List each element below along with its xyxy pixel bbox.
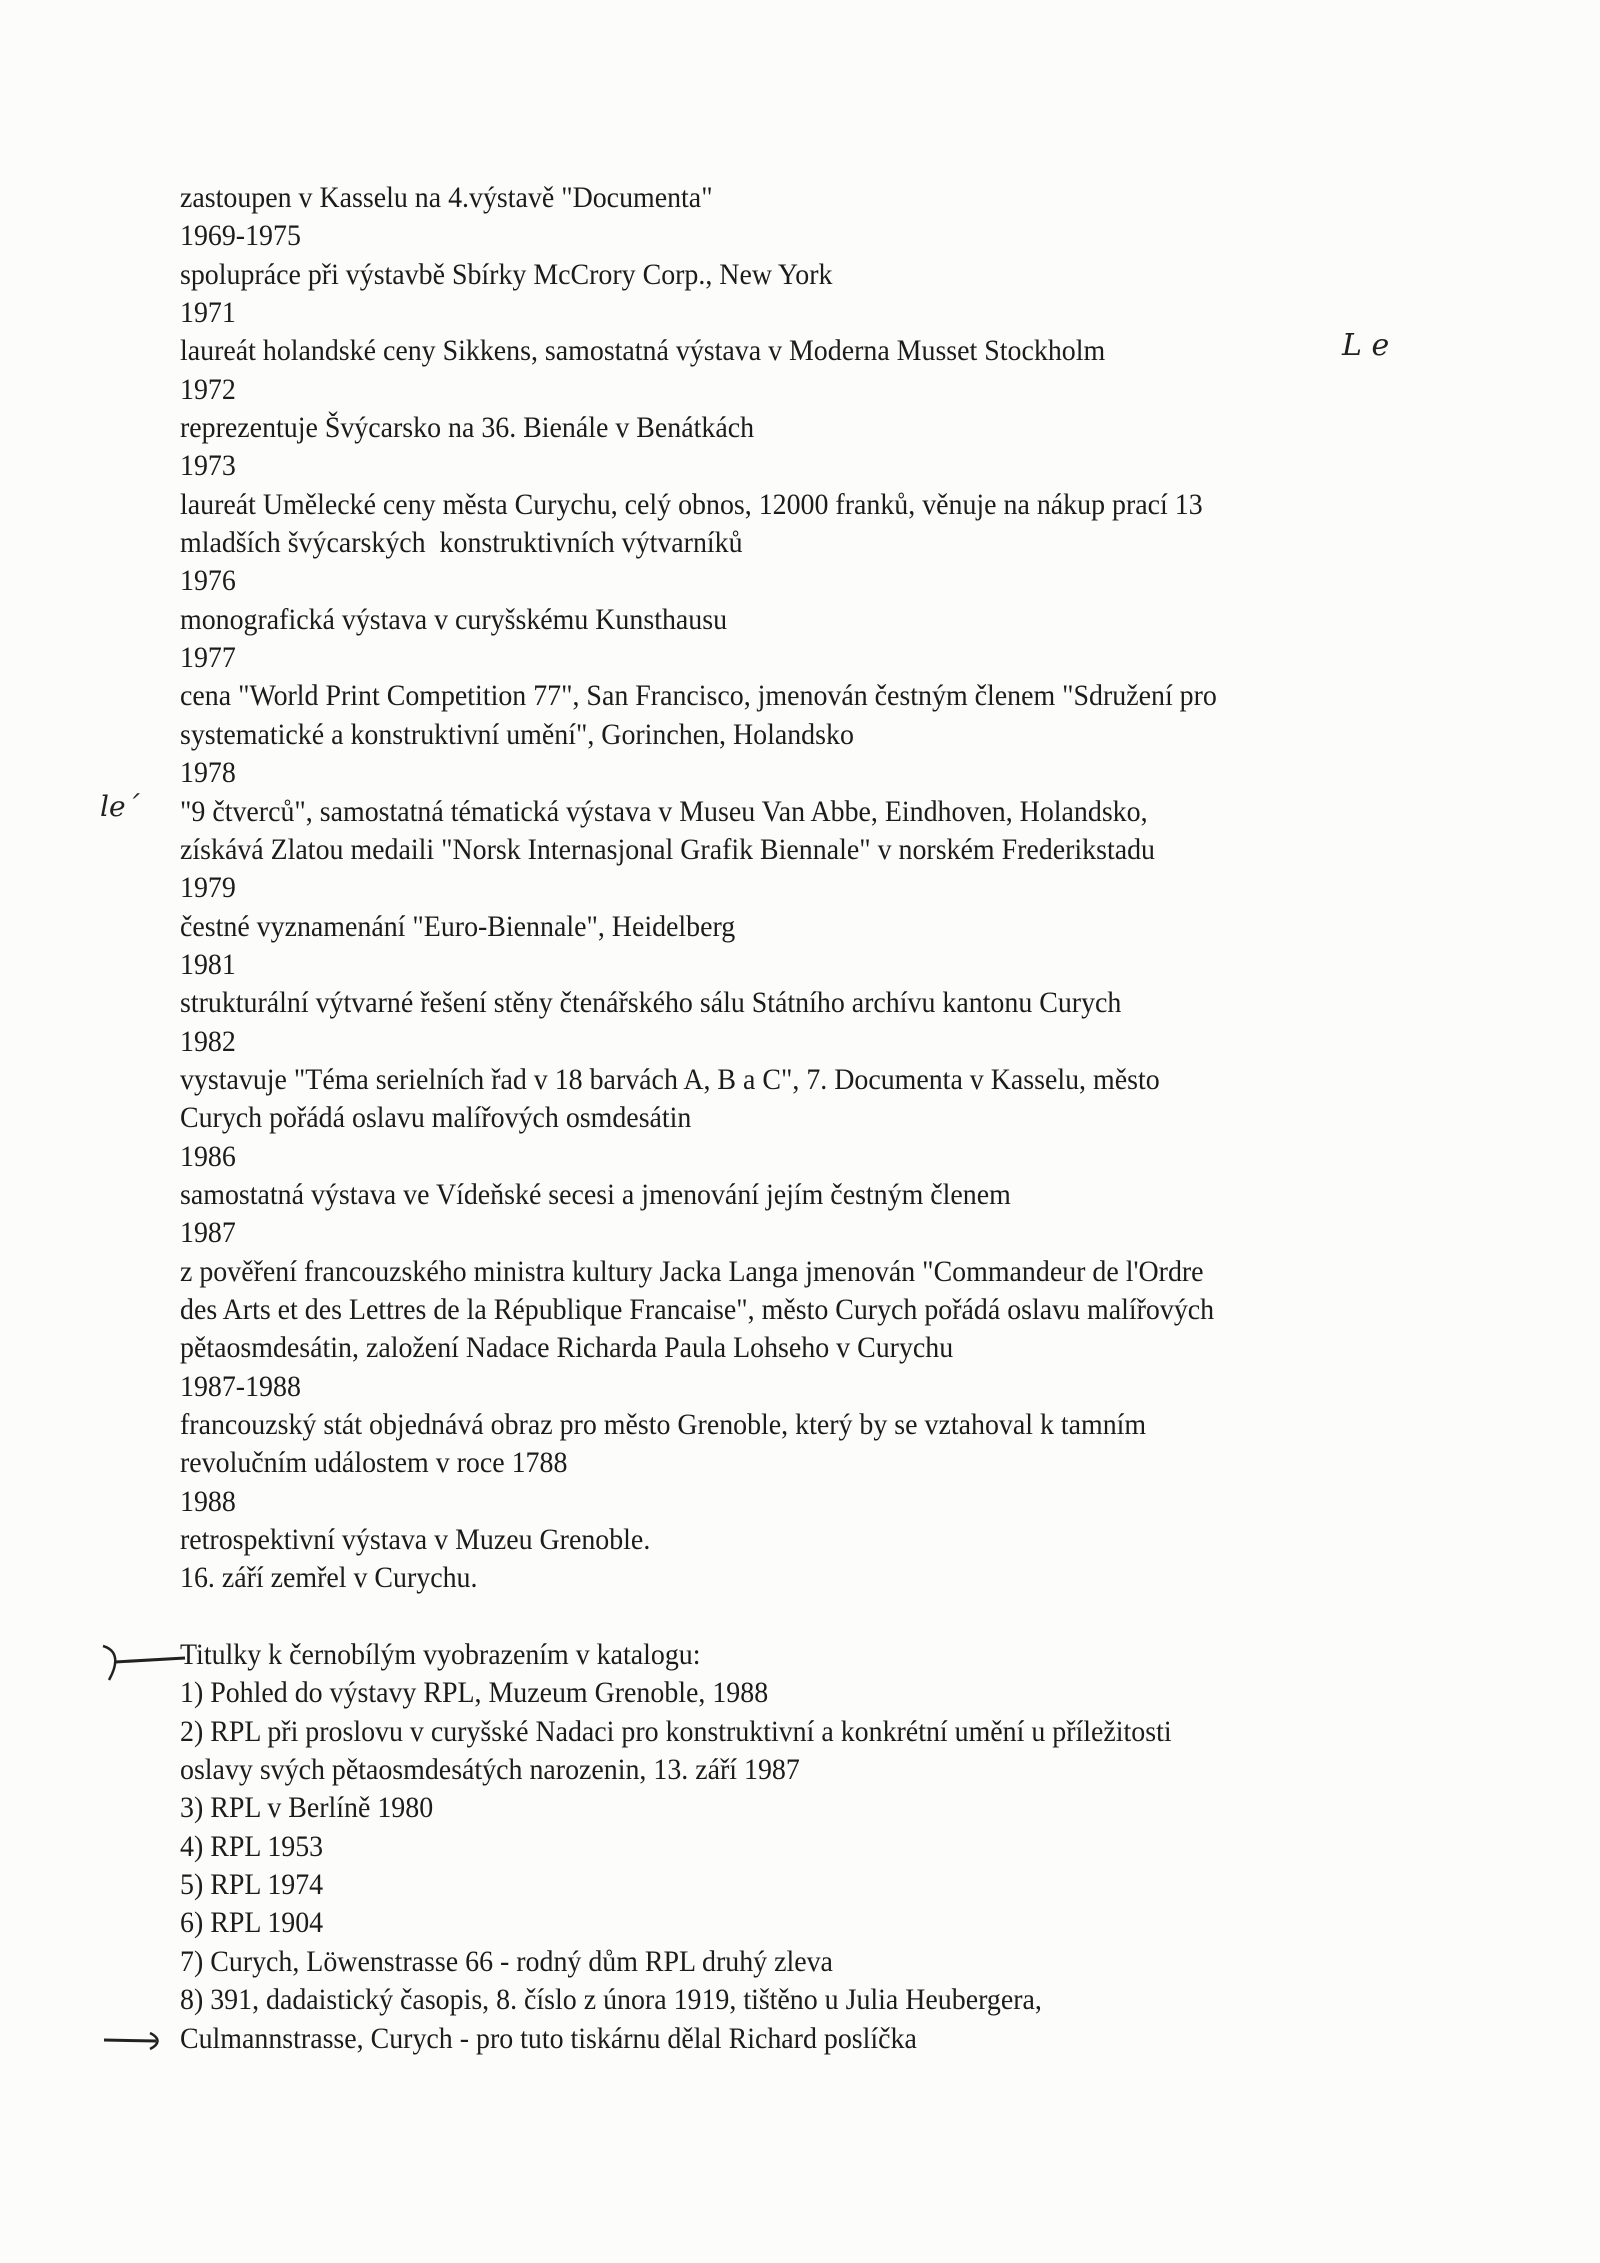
text-line: revolučním událostem v roce 1788 [180,1446,568,1480]
text-line: 1976 [180,564,236,598]
text-line: cena "World Print Competition 77", San Francisco, jmenován čestným členem "Sdružení pro [180,679,1217,713]
text-line: 1973 [180,449,236,483]
text-line: 1979 [180,871,236,905]
handwritten-note-right: L e [1342,328,1390,363]
text-line: retrospektivní výstava v Muzeu Grenoble. [180,1523,651,1557]
text-line: 8) 391, dadaistický časopis, 8. číslo z února 1919, tištěno u Julia Heubergera, [180,1983,1042,2017]
text-line: 1987-1988 [180,1369,301,1403]
handwritten-bracket-mark [95,1640,195,1690]
text-line: 4) RPL 1953 [180,1829,324,1863]
text-line: 1978 [180,756,236,790]
text-line: laureát holandské ceny Sikkens, samostatná výstava v Moderna Musset Stockholm [180,334,1106,368]
text-line: des Arts et des Lettres de la République Francaise", město Curych pořádá oslavu malířových [180,1292,1215,1326]
text-line: 1977 [180,641,236,675]
text-line: laureát Umělecké ceny města Curychu, celý obnos, 12000 franků, věnuje na nákup prací 13 [180,487,1203,521]
text-line: 1982 [180,1024,236,1058]
text-line: francouzský stát objednává obraz pro město Grenoble, který by se vztahoval k tamním [180,1408,1147,1441]
text-line: 1971 [180,296,236,330]
text-line: mladších švýcarských konstruktivních výtvarníků [180,526,743,560]
text-line: Titulky k černobílým vyobrazením v katalogu: [180,1638,701,1672]
text-line: 1981 [180,947,236,981]
text-line: systematické a konstruktivní umění", Gorinchen, Holandsko [180,717,854,751]
text-line: 16. září zemřel v Curychu. [180,1561,478,1595]
text-line: 6) RPL 1904 [180,1906,324,1940]
text-line: samostatná výstava ve Vídeňské secesi a jmenování jejím čestným členem [180,1177,1011,1211]
text-line: 7) Curych, Löwenstrasse 66 - rodný dům RPL druhý zleva [180,1944,833,1978]
text-line: oslavy svých pětaosmdesátých narozenin, 13. září 1987 [180,1753,800,1787]
text-line: Curych pořádá oslavu malířových osmdesátin [180,1101,692,1135]
document-text [180,179,1389,2058]
text-line: monografická výstava v curyšskému Kunsthausu [180,602,728,636]
text-line: 1988 [180,1484,236,1518]
text-line: čestné vyznamenání "Euro-Biennale", Heidelberg [180,909,736,943]
text-line: 1986 [180,1139,236,1173]
text-line: reprezentuje Švýcarsko na 36. Bienále v Benátkách [180,411,755,445]
text-line: Culmannstrasse, Curych - pro tuto tiskárnu dělal Richard poslíčka [180,2021,917,2055]
text-line: 1) Pohled do výstavy RPL, Muzeum Grenoble, 1988 [180,1676,769,1710]
text-line: 1969-1975 [180,219,301,253]
text-line: pětaosmdesátin, založení Nadace Richarda Paula Lohseho v Curychu [180,1331,954,1365]
text-line: spolupráce při výstavbě Sbírky McCrory Corp., New York [180,257,833,291]
text-line: "9 čtverců", samostatná tématická výstava v Museu Van Abbe, Eindhoven, Holandsko, [180,794,1148,828]
text-line: z pověření francouzského ministra kultury Jacka Langa jmenován "Commandeur de l'Ordre [180,1254,1204,1288]
text-line [180,1598,1389,1636]
handwritten-note-left: le´ [100,790,140,823]
handwritten-arrow-mark [100,2026,180,2056]
text-line: 5) RPL 1974 [180,1868,324,1902]
text-line: 1972 [180,372,236,406]
text-line: strukturální výtvarné řešení stěny čtenářského sálu Státního archívu kantonu Curych [180,986,1122,1020]
text-line: 3) RPL v Berlíně 1980 [180,1791,434,1825]
text-line: zastoupen v Kasselu na 4.výstavě "Documenta" [180,181,713,214]
text-line: vystavuje "Téma serielních řad v 18 barvách A, B a C", 7. Documenta v Kasselu, město [180,1062,1160,1096]
text-line: 1987 [180,1216,236,1250]
text-line: získává Zlatou medaili "Norsk Internasjonal Grafik Biennale" v norském Frederikstadu [180,832,1155,866]
text-line: 2) RPL při proslovu v curyšské Nadaci pro konstruktivní a konkrétní umění u příležitosti [180,1714,1172,1748]
